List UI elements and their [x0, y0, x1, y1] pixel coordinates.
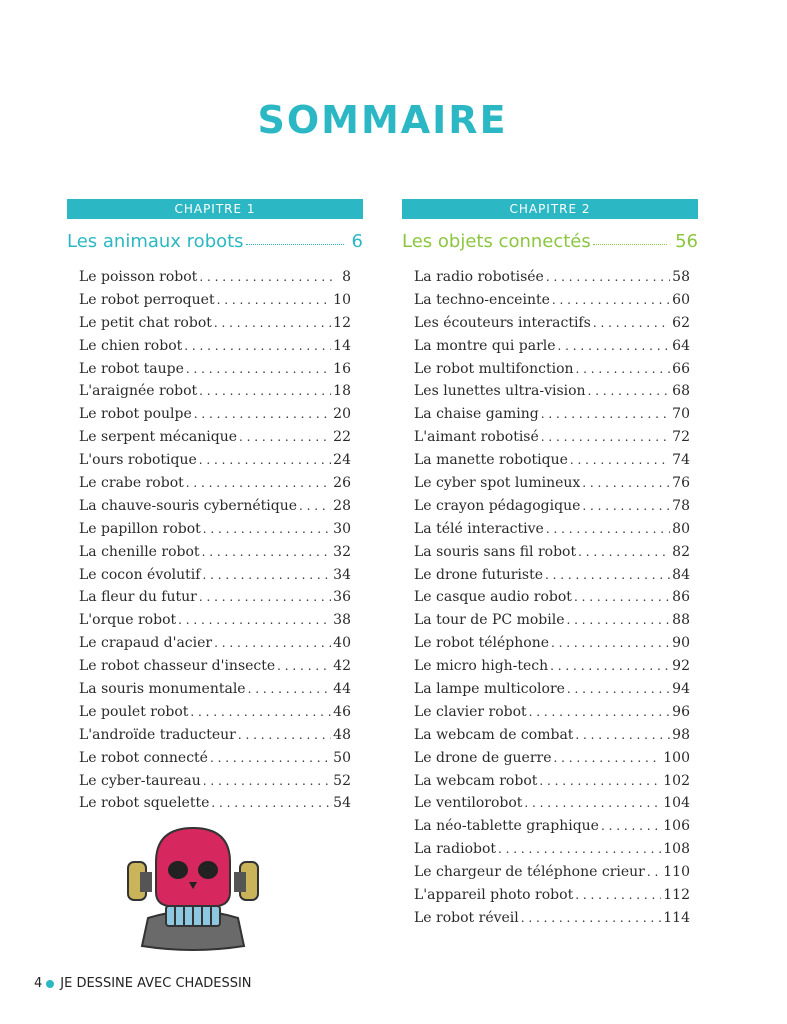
entry-page: 22 [333, 429, 351, 446]
entry-label: Le casque audio robot [414, 589, 572, 606]
entry-label: Le robot chasseur d'insecte [79, 658, 276, 675]
leader-dots [190, 704, 331, 720]
toc-entry[interactable] [79, 498, 351, 521]
entry-page: 54 [333, 795, 351, 812]
entry-page: 42 [333, 658, 351, 675]
leader-dots [199, 383, 331, 399]
toc-entry[interactable] [414, 567, 690, 590]
toc-entry[interactable] [414, 406, 690, 429]
leader-dots [570, 452, 670, 468]
entry-page: 32 [333, 543, 351, 560]
entry-label: La techno-enceinte [414, 291, 550, 308]
leader-dots [647, 864, 661, 880]
toc-entry[interactable] [414, 452, 690, 475]
toc-entry[interactable] [414, 429, 690, 452]
robot-skull [156, 828, 230, 906]
entry-page: 66 [672, 360, 690, 377]
entry-page: 28 [333, 497, 351, 514]
entry-page: 64 [672, 337, 690, 354]
toc-entry[interactable] [414, 269, 690, 292]
entry-label: Le robot squelette [79, 795, 210, 812]
leader-dots [178, 612, 331, 628]
toc-entry[interactable] [414, 612, 690, 635]
leader-dots [575, 727, 670, 743]
entry-page: 106 [663, 818, 690, 835]
entry-page: 102 [663, 772, 690, 789]
leader-dots [567, 612, 671, 628]
entry-page: 76 [672, 475, 690, 492]
leader-dots [246, 244, 344, 245]
entry-page: 96 [672, 703, 690, 720]
toc-entry[interactable] [414, 544, 690, 567]
entry-label: Le poulet robot [79, 703, 189, 720]
toc-entry[interactable] [79, 750, 351, 773]
entry-page: 110 [663, 864, 690, 881]
leader-dots [575, 887, 661, 903]
entry-label: Le micro high-tech [414, 658, 549, 675]
leader-dots [211, 795, 331, 811]
toc-entry[interactable] [414, 704, 690, 727]
chapter-page: 6 [351, 231, 363, 252]
leader-dots [524, 795, 661, 811]
entry-label: Le ventilorobot [414, 795, 523, 812]
toc-entry[interactable] [414, 383, 690, 406]
leader-dots [574, 589, 670, 605]
toc-entry[interactable] [414, 841, 690, 864]
entry-label: La montre qui parle [414, 337, 556, 354]
toc-entry[interactable] [79, 681, 351, 704]
entry-label: La télé interactive [414, 520, 544, 537]
leader-dots [214, 315, 331, 331]
leader-dots [541, 429, 670, 445]
chapter-1-column [67, 0, 363, 818]
robot-eye-left [168, 861, 188, 879]
entry-page: 78 [672, 497, 690, 514]
toc-entry[interactable] [414, 292, 690, 315]
toc-entry[interactable] [414, 750, 690, 773]
toc-entry[interactable] [79, 361, 351, 384]
leader-dots [593, 244, 667, 245]
entry-page: 46 [333, 703, 351, 720]
leader-dots [554, 750, 662, 766]
entry-label: Le robot téléphone [414, 635, 550, 652]
leader-dots [545, 567, 670, 583]
leader-dots [199, 589, 331, 605]
leader-dots [217, 292, 332, 308]
entry-label: La tour de PC mobile [414, 612, 565, 629]
entry-page: 30 [333, 520, 351, 537]
leader-dots [552, 292, 670, 308]
book-title: JE DESSINE AVEC CHADESSIN [60, 976, 252, 991]
entry-label: Le papillon robot [79, 520, 201, 537]
entry-page: 70 [672, 406, 690, 423]
entry-label: Le robot connecté [79, 749, 208, 766]
entry-page: 98 [672, 726, 690, 743]
toc-entry[interactable] [79, 521, 351, 544]
leader-dots [194, 406, 331, 422]
entry-label: La chauve-souris cybernétique [79, 497, 298, 514]
leader-dots [199, 452, 331, 468]
entry-page: 50 [333, 749, 351, 766]
entry-label: Le robot taupe [79, 360, 184, 377]
entry-label: La webcam robot [414, 772, 538, 789]
toc-entry[interactable] [414, 818, 690, 841]
toc-entry[interactable] [79, 612, 351, 635]
entry-page: 20 [333, 406, 351, 423]
leader-dots [550, 658, 670, 674]
leader-dots [202, 544, 332, 560]
entry-page: 12 [333, 314, 351, 331]
leader-dots [576, 361, 671, 377]
page-number: 4 [34, 976, 43, 991]
toc-entry[interactable] [414, 635, 690, 658]
entry-page: 72 [672, 429, 690, 446]
entry-label: L'ours robotique [79, 452, 197, 469]
leader-dots [588, 383, 671, 399]
entry-label: L'aimant robotisé [414, 429, 539, 446]
leader-dots [299, 498, 331, 514]
chapter-banner: CHAPITRE 2 [402, 199, 698, 219]
chapter-page: 56 [675, 231, 698, 252]
chapter-heading[interactable] [402, 231, 698, 257]
entry-label: Les lunettes ultra-vision [414, 383, 586, 400]
toc-entry[interactable] [414, 910, 690, 933]
entry-label: Le drone de guerre [414, 749, 552, 766]
leader-dots [582, 498, 670, 514]
leader-dots [199, 269, 335, 285]
entry-label: Le clavier robot [414, 703, 527, 720]
leader-dots [546, 521, 670, 537]
leader-dots [546, 269, 670, 285]
entry-page: 36 [333, 589, 351, 606]
robot-ear-left-joint [140, 872, 152, 892]
entry-page: 14 [333, 337, 351, 354]
leader-dots [558, 338, 671, 354]
toc-entry[interactable] [79, 567, 351, 590]
entry-label: La lampe multicolore [414, 681, 565, 698]
toc-entry[interactable] [414, 589, 690, 612]
page-footer [34, 976, 252, 991]
toc-entry[interactable] [414, 498, 690, 521]
entry-label: Le chargeur de téléphone crieur [414, 864, 645, 881]
toc-entry[interactable] [79, 406, 351, 429]
toc-entry[interactable] [414, 521, 690, 544]
toc-entry[interactable] [79, 658, 351, 681]
leader-dots [248, 681, 332, 697]
toc-entry[interactable] [414, 727, 690, 750]
entry-page: 40 [333, 635, 351, 652]
leader-dots [186, 361, 331, 377]
entry-label: Le petit chat robot [79, 314, 212, 331]
entry-label: Le crapaud d'acier [79, 635, 213, 652]
leader-dots [539, 773, 661, 789]
entry-page: 18 [333, 383, 351, 400]
entry-page: 80 [672, 520, 690, 537]
leader-dots [210, 750, 331, 766]
entry-page: 44 [333, 681, 351, 698]
toc-entry[interactable] [79, 383, 351, 406]
toc-entry[interactable] [79, 315, 351, 338]
leader-dots [567, 681, 670, 697]
entry-page: 112 [663, 887, 690, 904]
entry-page: 48 [333, 726, 351, 743]
toc-entry[interactable] [414, 887, 690, 910]
entry-label: La radio robotisée [414, 269, 544, 285]
chapter-name: Les objets connectés [402, 231, 591, 252]
entry-label: Le drone futuriste [414, 566, 543, 583]
entry-label: L'araignée robot [79, 383, 198, 400]
chapter-banner: CHAPITRE 1 [67, 199, 363, 219]
toc-entry[interactable] [79, 475, 351, 498]
entry-label: La néo-tablette graphique [414, 818, 599, 835]
toc-entry[interactable] [79, 635, 351, 658]
toc-entry[interactable] [79, 544, 351, 567]
page-title: SOMMAIRE [257, 98, 508, 142]
toc-entry[interactable] [414, 475, 690, 498]
toc-entry[interactable] [79, 727, 351, 750]
entry-page: 92 [672, 658, 690, 675]
entry-label: Le poisson robot [79, 269, 198, 285]
entry-label: L'androïde traducteur [79, 726, 236, 743]
toc-entry[interactable] [79, 773, 351, 796]
toc-entry[interactable] [79, 795, 351, 818]
entry-page: 26 [333, 475, 351, 492]
robot-eye-right [198, 861, 218, 879]
entry-page: 88 [672, 612, 690, 629]
entry-label: Le robot multifonction [414, 360, 574, 377]
toc-entry[interactable] [79, 704, 351, 727]
entry-label: La webcam de combat [414, 726, 574, 743]
entry-label: Le robot poulpe [79, 406, 192, 423]
entry-label: La souris sans fil robot [414, 543, 577, 560]
entry-label: La manette robotique [414, 452, 568, 469]
entry-page: 16 [333, 360, 351, 377]
toc-entry[interactable] [79, 589, 351, 612]
leader-dots [186, 475, 331, 491]
leader-dots [202, 567, 331, 583]
entry-label: Le cyber spot lumineux [414, 475, 581, 492]
entry-page: 104 [663, 795, 690, 812]
toc-entry[interactable] [414, 864, 690, 887]
toc-entry[interactable] [414, 681, 690, 704]
toc-entry[interactable] [414, 795, 690, 818]
entry-page: 62 [672, 314, 690, 331]
entry-label: Le chien robot [79, 337, 183, 354]
entry-label: La chaise gaming [414, 406, 539, 423]
entry-page: 100 [663, 749, 690, 766]
entry-page: 24 [333, 452, 351, 469]
leader-dots [578, 544, 670, 560]
robot-skull-icon [126, 822, 260, 952]
toc-entry[interactable] [79, 452, 351, 475]
entry-page: 84 [672, 566, 690, 583]
entry-page: 52 [333, 772, 351, 789]
toc-entry[interactable] [414, 315, 690, 338]
bullet-icon [46, 980, 54, 988]
entry-label: Le serpent mécanique [79, 429, 238, 446]
toc-entry[interactable] [79, 269, 351, 292]
toc-entry[interactable] [414, 658, 690, 681]
entry-label: Le crayon pédagogique [414, 497, 581, 514]
entry-page: 86 [672, 589, 690, 606]
leader-dots [238, 727, 331, 743]
toc-entry[interactable] [79, 338, 351, 361]
toc-list [67, 269, 351, 818]
leader-dots [277, 658, 331, 674]
entry-label: Le crabe robot [79, 475, 184, 492]
entry-page: 60 [672, 291, 690, 308]
entry-page: 108 [663, 841, 690, 858]
entry-label: L'appareil photo robot [414, 887, 574, 904]
entry-page: 34 [333, 566, 351, 583]
entry-label: Le cocon évolutif [79, 566, 201, 583]
toc-list [402, 269, 690, 933]
entry-page: 82 [672, 543, 690, 560]
entry-label: La chenille robot [79, 543, 200, 560]
entry-label: La fleur du futur [79, 589, 197, 606]
toc-entry[interactable] [414, 773, 690, 796]
entry-page: 74 [672, 452, 690, 469]
leader-dots [203, 521, 331, 537]
leader-dots [601, 818, 661, 834]
entry-page: 10 [333, 291, 351, 308]
entry-page: 114 [663, 909, 690, 926]
entry-label: La souris monumentale [79, 681, 246, 698]
chapter-heading[interactable] [67, 231, 363, 257]
toc-entry[interactable] [414, 338, 690, 361]
entry-page: 58 [672, 269, 690, 285]
leader-dots [541, 406, 670, 422]
leader-dots [498, 841, 661, 857]
leader-dots [184, 338, 331, 354]
entry-label: Le robot réveil [414, 909, 519, 926]
chapter-name: Les animaux robots [67, 231, 244, 252]
leader-dots [582, 475, 670, 491]
leader-dots [239, 429, 331, 445]
entry-label: La radiobot [414, 841, 497, 858]
entry-page: 90 [672, 635, 690, 652]
entry-label: Le robot perroquet [79, 291, 215, 308]
leader-dots [521, 910, 662, 926]
entry-page: 38 [333, 612, 351, 629]
entry-label: Le cyber-taureau [79, 772, 201, 789]
entry-page: 94 [672, 681, 690, 698]
leader-dots [203, 773, 331, 789]
robot-ear-right-joint [234, 872, 246, 892]
chapter-2-column [402, 0, 698, 933]
entry-label: L'orque robot [79, 612, 177, 629]
entry-page: 68 [672, 383, 690, 400]
entry-label: Les écouteurs interactifs [414, 314, 591, 331]
toc-entry[interactable] [79, 292, 351, 315]
leader-dots [214, 635, 331, 651]
leader-dots [551, 635, 670, 651]
toc-entry[interactable] [79, 429, 351, 452]
toc-entry[interactable] [414, 361, 690, 384]
leader-dots [529, 704, 671, 720]
entry-page: 8 [342, 269, 351, 285]
leader-dots [593, 315, 670, 331]
